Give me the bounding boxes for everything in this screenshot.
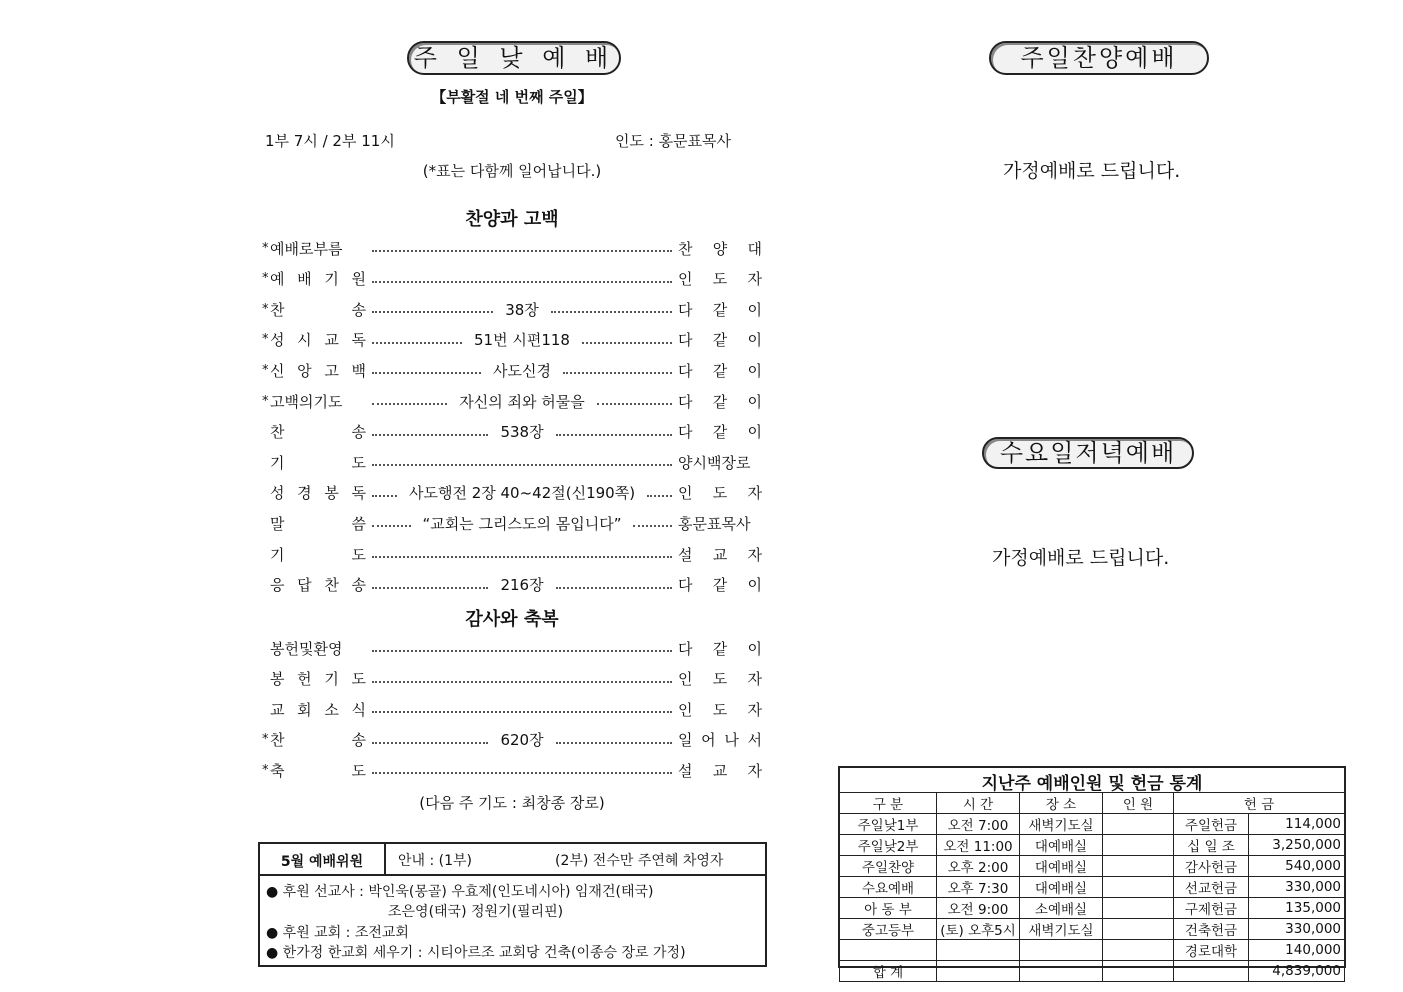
table-row xyxy=(840,877,1345,898)
missionaries-line2: 조은영(태국) 정원기(필리핀) xyxy=(388,904,564,920)
order-row xyxy=(262,511,762,535)
order-detail: 38장 xyxy=(505,300,539,319)
order-label: 찬 송 xyxy=(270,300,366,319)
order-person: 인 도 자 xyxy=(678,484,763,503)
table-cell: 114,000 xyxy=(1249,814,1345,835)
order-person: 설 교 자 xyxy=(678,761,762,780)
order-label: 성 시 교 독 xyxy=(270,331,366,350)
order-label: 찬 송 xyxy=(270,423,366,442)
stand-mark: * xyxy=(262,271,269,287)
section-praise: 찬양과 고백 xyxy=(465,209,559,230)
missionaries: ● 후원 선교사 : 박인욱(몽골) 우효제(인도네시아) 임재건(태국) xyxy=(266,884,654,900)
praise-service-msg: 가정예배로 드립니다. xyxy=(1003,160,1181,182)
order-row xyxy=(262,358,762,382)
table-cell: 3,250,000 xyxy=(1249,835,1345,856)
order-detail: 620장 xyxy=(500,731,544,750)
table-cell xyxy=(1103,835,1174,856)
table-cell: 오후 2:00 xyxy=(937,856,1020,877)
table-cell: 주일헌금 xyxy=(1174,814,1249,835)
table-row xyxy=(840,940,1345,961)
order-label: 예 배 기 원 xyxy=(270,270,366,289)
table-row xyxy=(840,961,1345,982)
table-cell: 수요예배 xyxy=(840,877,937,898)
table-cell: 대예배실 xyxy=(1020,856,1103,877)
table-cell: 오전 7:00 xyxy=(937,814,1020,835)
order-person: 인 도 자 xyxy=(678,270,762,289)
table-cell: 대예배실 xyxy=(1020,835,1103,856)
table-cell: 오전 11:00 xyxy=(937,835,1020,856)
order-detail: 사도신경 xyxy=(493,361,551,380)
table-cell: 중고등부 xyxy=(840,919,937,940)
stats-header-cell: 헌 금 xyxy=(1174,793,1345,814)
table-cell xyxy=(1103,940,1174,961)
table-cell xyxy=(1103,814,1174,835)
order-row xyxy=(262,636,762,660)
order-person: 설 교 자 xyxy=(678,545,762,564)
stats-box xyxy=(838,766,1346,981)
table-cell xyxy=(1174,961,1249,982)
table-cell: 선교헌금 xyxy=(1174,877,1249,898)
table-row xyxy=(840,898,1345,919)
stand-mark: * xyxy=(262,301,269,317)
order-label: 신 앙 고 백 xyxy=(270,361,366,380)
order-person: 다 같 이 xyxy=(678,639,762,658)
order-row xyxy=(262,758,762,782)
table-cell: 540,000 xyxy=(1249,856,1345,877)
order-label: 축 도 xyxy=(270,761,366,780)
order-detail: 538장 xyxy=(500,423,544,442)
order-person: 인 도 자 xyxy=(678,700,762,719)
order-row xyxy=(262,328,762,352)
table-cell: 십 일 조 xyxy=(1174,835,1249,856)
stats-header-cell: 인 원 xyxy=(1103,793,1174,814)
order-person: 다 같 이 xyxy=(678,576,762,595)
committee-head: 5월 예배위원 xyxy=(280,854,364,870)
order-detail: “교회는 그리스도의 몸입니다” xyxy=(422,514,622,533)
table-cell: 소예배실 xyxy=(1020,898,1103,919)
order-label: 봉헌및환영 xyxy=(270,639,343,658)
stats-table xyxy=(839,792,1345,982)
stand-mark: * xyxy=(262,362,269,378)
order-row xyxy=(262,267,762,291)
worship-subtitle: 【부활절 네 번째 주일】 xyxy=(431,88,593,106)
table-cell xyxy=(937,961,1020,982)
order-row xyxy=(262,389,762,413)
wednesday-service-title: 수요일저녁예배 xyxy=(982,437,1194,469)
order-row xyxy=(262,481,762,505)
table-cell: 경로대학 xyxy=(1174,940,1249,961)
table-row xyxy=(840,814,1345,835)
standing-note: (*표는 다함께 일어납니다.) xyxy=(422,162,602,180)
order-person: 다 같 이 xyxy=(678,423,762,442)
order-label: 봉 헌 기 도 xyxy=(270,670,366,689)
order-detail: 216장 xyxy=(500,576,544,595)
stand-mark: * xyxy=(262,332,269,348)
order-person: 일 어 나 서 xyxy=(678,731,762,750)
table-cell: 아 동 부 xyxy=(840,898,937,919)
table-cell: 새벽기도실 xyxy=(1020,814,1103,835)
table-cell xyxy=(1020,961,1103,982)
order-person: 다 같 이 xyxy=(678,331,762,350)
table-cell: 합 계 xyxy=(840,961,937,982)
order-person: 인 도 자 xyxy=(678,670,762,689)
worship-title: 주 일 낮 예 배 xyxy=(407,41,621,75)
table-cell: 오전 9:00 xyxy=(937,898,1020,919)
order-row xyxy=(262,573,762,597)
service-leader: 인도 : 홍문표목사 xyxy=(615,132,732,150)
order-person: 홍문표목사 xyxy=(678,514,751,533)
stats-header-cell: 시 간 xyxy=(937,793,1020,814)
stats-title: 지난주 예배인원 및 헌금 통계 xyxy=(981,774,1203,794)
order-label: 응 답 찬 송 xyxy=(270,576,366,595)
table-cell xyxy=(937,940,1020,961)
order-label: 기 도 xyxy=(270,453,366,472)
order-detail: 51번 시편118 xyxy=(474,331,570,350)
table-cell: 감사헌금 xyxy=(1174,856,1249,877)
table-cell: (토) 오후5시 xyxy=(937,919,1020,940)
stand-mark: * xyxy=(262,732,269,748)
order-label: 기 도 xyxy=(270,545,366,564)
order-label: 성 경 봉 독 xyxy=(270,484,366,503)
order-label: 예배로부름 xyxy=(270,239,343,258)
order-label: 말 씀 xyxy=(270,514,366,533)
table-cell: 구제헌금 xyxy=(1174,898,1249,919)
table-cell xyxy=(840,940,937,961)
ushers-second: (2부) 전수만 주연혜 차영자 xyxy=(555,853,724,869)
stand-mark: * xyxy=(262,240,269,256)
supporting-church: ● 후원 교회 : 조전교회 xyxy=(266,925,409,941)
section-thanks: 감사와 축복 xyxy=(465,609,559,630)
order-row xyxy=(262,697,762,721)
table-cell: 330,000 xyxy=(1249,919,1345,940)
order-label: 교 회 소 식 xyxy=(270,700,366,719)
table-cell: 주일낮1부 xyxy=(840,814,937,835)
order-label: 고백의기도 xyxy=(270,392,343,411)
table-cell xyxy=(1103,877,1174,898)
table-row xyxy=(840,856,1345,877)
table-cell: 오후 7:30 xyxy=(937,877,1020,898)
order-row xyxy=(262,728,762,752)
order-row xyxy=(262,667,762,691)
table-cell: 주일낮2부 xyxy=(840,835,937,856)
order-person: 찬 양 대 xyxy=(678,239,762,258)
order-person: 다 같 이 xyxy=(678,392,762,411)
order-person: 다 같 이 xyxy=(678,361,762,380)
stand-mark: * xyxy=(262,393,269,409)
table-cell xyxy=(1020,940,1103,961)
order-row xyxy=(262,236,762,260)
table-cell xyxy=(1103,919,1174,940)
order-label: 찬 송 xyxy=(270,731,366,750)
service-times: 1부 7시 / 2부 11시 xyxy=(265,132,395,150)
table-row xyxy=(840,919,1345,940)
table-cell: 건축헌금 xyxy=(1174,919,1249,940)
table-cell: 140,000 xyxy=(1249,940,1345,961)
stats-header-cell: 구 분 xyxy=(840,793,937,814)
table-cell: 330,000 xyxy=(1249,877,1345,898)
table-row xyxy=(840,835,1345,856)
order-detail: 자신의 죄와 허물을 xyxy=(459,392,585,411)
table-cell: 대예배실 xyxy=(1020,877,1103,898)
table-cell: 주일찬양 xyxy=(840,856,937,877)
order-person: 양시백장로 xyxy=(678,453,751,472)
stand-mark: * xyxy=(262,762,269,778)
table-cell xyxy=(1103,898,1174,919)
wednesday-service-msg: 가정예배로 드립니다. xyxy=(992,547,1170,569)
church-project: ● 한가정 한교회 세우기 : 시티아르조 교회당 건축(이종승 장로 가정) xyxy=(266,945,686,961)
praise-service-title: 주일찬양예배 xyxy=(989,41,1209,75)
next-prayer: (다음 주 기도 : 최창종 장로) xyxy=(419,794,605,812)
order-row xyxy=(262,450,762,474)
order-detail: 사도행전 2장 40~42절(신190쪽) xyxy=(408,484,636,503)
table-cell: 새벽기도실 xyxy=(1020,919,1103,940)
order-row xyxy=(262,542,762,566)
order-person: 다 같 이 xyxy=(678,300,763,319)
table-cell xyxy=(1103,856,1174,877)
stats-header-cell: 장 소 xyxy=(1020,793,1103,814)
table-cell: 135,000 xyxy=(1249,898,1345,919)
table-cell xyxy=(1103,961,1174,982)
order-row xyxy=(262,297,762,321)
table-cell: 4,839,000 xyxy=(1249,961,1345,982)
order-row xyxy=(262,420,762,444)
stats-header xyxy=(840,793,1345,814)
ushers-first: 안내 : (1부) xyxy=(398,853,473,869)
committee-box xyxy=(258,842,767,967)
